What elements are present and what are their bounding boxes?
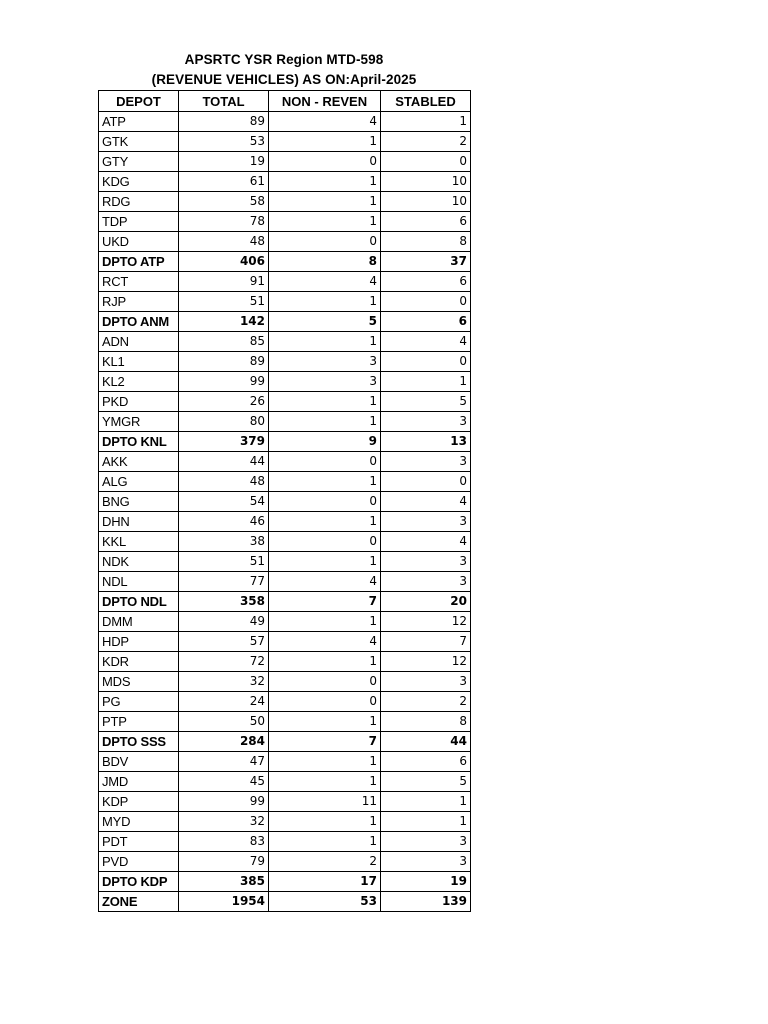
non-revenue-cell: 17: [269, 872, 381, 892]
total-cell: 99: [179, 792, 269, 812]
depot-cell: DPTO SSS: [99, 732, 179, 752]
stabled-cell: 6: [381, 752, 471, 772]
depot-cell: BDV: [99, 752, 179, 772]
total-cell: 44: [179, 452, 269, 472]
stabled-cell: 37: [381, 252, 471, 272]
non-revenue-cell: 3: [269, 372, 381, 392]
stabled-cell: 3: [381, 572, 471, 592]
table-row: [99, 152, 471, 172]
total-cell: 78: [179, 212, 269, 232]
stabled-cell: 44: [381, 732, 471, 752]
total-cell: 57: [179, 632, 269, 652]
non-revenue-cell: 1: [269, 652, 381, 672]
depot-cell: DHN: [99, 512, 179, 532]
depot-cell: DPTO KDP: [99, 872, 179, 892]
table-row: [99, 652, 471, 672]
header-depot: DEPOT: [99, 91, 179, 112]
total-cell: 38: [179, 532, 269, 552]
table-subtotal-row: [99, 732, 471, 752]
total-cell: 85: [179, 332, 269, 352]
depot-cell: DMM: [99, 612, 179, 632]
table-row: [99, 232, 471, 252]
total-cell: 89: [179, 352, 269, 372]
depot-cell: DPTO ANM: [99, 312, 179, 332]
stabled-cell: 3: [381, 832, 471, 852]
total-cell: 77: [179, 572, 269, 592]
total-cell: 53: [179, 132, 269, 152]
non-revenue-cell: 53: [269, 892, 381, 912]
depot-cell: PTP: [99, 712, 179, 732]
non-revenue-cell: 1: [269, 512, 381, 532]
depot-cell: ADN: [99, 332, 179, 352]
table-row: [99, 372, 471, 392]
depot-cell: DPTO NDL: [99, 592, 179, 612]
non-revenue-cell: 0: [269, 672, 381, 692]
depot-cell: GTY: [99, 152, 179, 172]
stabled-cell: 10: [381, 192, 471, 212]
depot-cell: YMGR: [99, 412, 179, 432]
non-revenue-cell: 0: [269, 452, 381, 472]
stabled-cell: 1: [381, 792, 471, 812]
table-row: [99, 612, 471, 632]
stabled-cell: 5: [381, 772, 471, 792]
stabled-cell: 3: [381, 452, 471, 472]
non-revenue-cell: 1: [269, 172, 381, 192]
table-subtotal-row: [99, 872, 471, 892]
total-cell: 89: [179, 112, 269, 132]
header-stabled: STABLED: [381, 91, 471, 112]
table-row: [99, 132, 471, 152]
total-cell: 79: [179, 852, 269, 872]
non-revenue-cell: 1: [269, 832, 381, 852]
stabled-cell: 8: [381, 232, 471, 252]
stabled-cell: 0: [381, 472, 471, 492]
total-cell: 385: [179, 872, 269, 892]
stabled-cell: 20: [381, 592, 471, 612]
stabled-cell: 4: [381, 492, 471, 512]
stabled-cell: 19: [381, 872, 471, 892]
non-revenue-cell: 1: [269, 392, 381, 412]
stabled-cell: 13: [381, 432, 471, 452]
table-row: [99, 812, 471, 832]
total-cell: 358: [179, 592, 269, 612]
depot-cell: KL1: [99, 352, 179, 372]
non-revenue-cell: 1: [269, 812, 381, 832]
non-revenue-cell: 1: [269, 192, 381, 212]
stabled-cell: 139: [381, 892, 471, 912]
total-cell: 284: [179, 732, 269, 752]
header-total: TOTAL: [179, 91, 269, 112]
non-revenue-cell: 1: [269, 292, 381, 312]
total-cell: 24: [179, 692, 269, 712]
stabled-cell: 2: [381, 132, 471, 152]
depot-cell: RDG: [99, 192, 179, 212]
stabled-cell: 1: [381, 372, 471, 392]
table-row: [99, 492, 471, 512]
table-header-row: [99, 91, 471, 112]
non-revenue-cell: 5: [269, 312, 381, 332]
total-cell: 54: [179, 492, 269, 512]
stabled-cell: 6: [381, 312, 471, 332]
depot-cell: DPTO KNL: [99, 432, 179, 452]
table-subtotal-row: [99, 312, 471, 332]
total-cell: 379: [179, 432, 269, 452]
non-revenue-cell: 3: [269, 352, 381, 372]
table-row: [99, 412, 471, 432]
non-revenue-cell: 9: [269, 432, 381, 452]
depot-cell: ZONE: [99, 892, 179, 912]
depot-cell: HDP: [99, 632, 179, 652]
total-cell: 19: [179, 152, 269, 172]
non-revenue-cell: 1: [269, 772, 381, 792]
table-row: [99, 272, 471, 292]
depot-cell: KL2: [99, 372, 179, 392]
total-cell: 32: [179, 812, 269, 832]
depot-cell: PG: [99, 692, 179, 712]
table-row: [99, 192, 471, 212]
depot-cell: JMD: [99, 772, 179, 792]
table-row: [99, 452, 471, 472]
stabled-cell: 8: [381, 712, 471, 732]
table-row: [99, 792, 471, 812]
non-revenue-cell: 4: [269, 112, 381, 132]
depot-cell: ATP: [99, 112, 179, 132]
non-revenue-cell: 4: [269, 632, 381, 652]
depot-cell: AKK: [99, 452, 179, 472]
total-cell: 58: [179, 192, 269, 212]
table-row: [99, 392, 471, 412]
non-revenue-cell: 4: [269, 572, 381, 592]
table-row: [99, 212, 471, 232]
depot-cell: RCT: [99, 272, 179, 292]
non-revenue-cell: 7: [269, 732, 381, 752]
table-row: [99, 292, 471, 312]
total-cell: 1954: [179, 892, 269, 912]
non-revenue-cell: 1: [269, 612, 381, 632]
total-cell: 51: [179, 552, 269, 572]
depot-cell: PDT: [99, 832, 179, 852]
depot-cell: GTK: [99, 132, 179, 152]
stabled-cell: 0: [381, 152, 471, 172]
total-cell: 51: [179, 292, 269, 312]
table-row: [99, 552, 471, 572]
depot-cell: ALG: [99, 472, 179, 492]
non-revenue-cell: 0: [269, 692, 381, 712]
total-cell: 99: [179, 372, 269, 392]
table-row: [99, 852, 471, 872]
total-cell: 61: [179, 172, 269, 192]
depot-cell: DPTO ATP: [99, 252, 179, 272]
stabled-cell: 12: [381, 612, 471, 632]
table-row: [99, 332, 471, 352]
report-title-line-2: (REVENUE VEHICLES) AS ON:April-2025: [151, 72, 417, 87]
total-cell: 406: [179, 252, 269, 272]
total-cell: 49: [179, 612, 269, 632]
total-cell: 48: [179, 472, 269, 492]
table-subtotal-row: [99, 252, 471, 272]
total-cell: 46: [179, 512, 269, 532]
non-revenue-cell: 1: [269, 752, 381, 772]
stabled-cell: 6: [381, 212, 471, 232]
table-row: [99, 572, 471, 592]
revenue-vehicles-table: [98, 90, 471, 912]
total-cell: 80: [179, 412, 269, 432]
stabled-cell: 4: [381, 332, 471, 352]
total-cell: 72: [179, 652, 269, 672]
table-row: [99, 752, 471, 772]
non-revenue-cell: 11: [269, 792, 381, 812]
table-row: [99, 532, 471, 552]
table-row: [99, 672, 471, 692]
depot-cell: BNG: [99, 492, 179, 512]
non-revenue-cell: 1: [269, 412, 381, 432]
depot-cell: KDG: [99, 172, 179, 192]
non-revenue-cell: 0: [269, 152, 381, 172]
stabled-cell: 5: [381, 392, 471, 412]
non-revenue-cell: 1: [269, 212, 381, 232]
non-revenue-cell: 0: [269, 492, 381, 512]
non-revenue-cell: 0: [269, 532, 381, 552]
table-subtotal-row: [99, 592, 471, 612]
stabled-cell: 12: [381, 652, 471, 672]
table-row: [99, 472, 471, 492]
stabled-cell: 2: [381, 692, 471, 712]
total-cell: 142: [179, 312, 269, 332]
non-revenue-cell: 1: [269, 712, 381, 732]
stabled-cell: 3: [381, 552, 471, 572]
non-revenue-cell: 8: [269, 252, 381, 272]
table-subtotal-row: [99, 892, 471, 912]
stabled-cell: 3: [381, 672, 471, 692]
table-row: [99, 112, 471, 132]
table-body: [99, 112, 471, 912]
depot-cell: MYD: [99, 812, 179, 832]
report-sheet: [98, 50, 470, 912]
total-cell: 50: [179, 712, 269, 732]
depot-cell: RJP: [99, 292, 179, 312]
table-row: [99, 352, 471, 372]
stabled-cell: 3: [381, 512, 471, 532]
report-title-line-1: APSRTC YSR Region MTD-598: [184, 52, 384, 67]
table-row: [99, 832, 471, 852]
depot-cell: MDS: [99, 672, 179, 692]
depot-cell: UKD: [99, 232, 179, 252]
depot-cell: KDP: [99, 792, 179, 812]
stabled-cell: 10: [381, 172, 471, 192]
stabled-cell: 1: [381, 812, 471, 832]
depot-cell: NDL: [99, 572, 179, 592]
table-row: [99, 172, 471, 192]
non-revenue-cell: 1: [269, 132, 381, 152]
stabled-cell: 3: [381, 412, 471, 432]
stabled-cell: 4: [381, 532, 471, 552]
non-revenue-cell: 7: [269, 592, 381, 612]
depot-cell: NDK: [99, 552, 179, 572]
depot-cell: TDP: [99, 212, 179, 232]
table-row: [99, 692, 471, 712]
total-cell: 48: [179, 232, 269, 252]
non-revenue-cell: 1: [269, 552, 381, 572]
total-cell: 26: [179, 392, 269, 412]
total-cell: 32: [179, 672, 269, 692]
stabled-cell: 0: [381, 352, 471, 372]
stabled-cell: 1: [381, 112, 471, 132]
depot-cell: PVD: [99, 852, 179, 872]
table-row: [99, 632, 471, 652]
depot-cell: PKD: [99, 392, 179, 412]
stabled-cell: 0: [381, 292, 471, 312]
table-row: [99, 712, 471, 732]
depot-cell: KDR: [99, 652, 179, 672]
non-revenue-cell: 2: [269, 852, 381, 872]
stabled-cell: 7: [381, 632, 471, 652]
non-revenue-cell: 1: [269, 472, 381, 492]
total-cell: 47: [179, 752, 269, 772]
total-cell: 83: [179, 832, 269, 852]
total-cell: 91: [179, 272, 269, 292]
table-subtotal-row: [99, 432, 471, 452]
depot-cell: KKL: [99, 532, 179, 552]
table-row: [99, 512, 471, 532]
stabled-cell: 3: [381, 852, 471, 872]
non-revenue-cell: 4: [269, 272, 381, 292]
stabled-cell: 6: [381, 272, 471, 292]
table-row: [99, 772, 471, 792]
header-non-revenue: NON - REVEN: [269, 91, 381, 112]
non-revenue-cell: 0: [269, 232, 381, 252]
non-revenue-cell: 1: [269, 332, 381, 352]
total-cell: 45: [179, 772, 269, 792]
